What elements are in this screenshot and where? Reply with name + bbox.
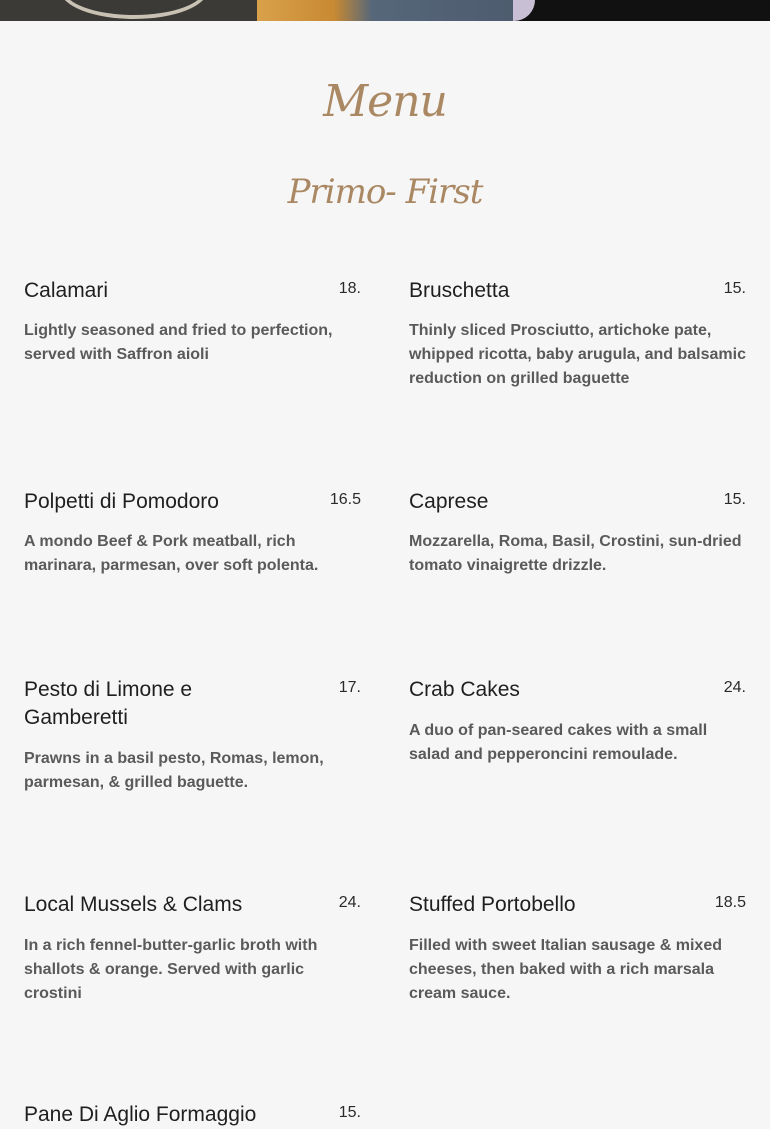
menu-item (409, 277, 746, 391)
item-price: 24. (723, 679, 746, 696)
menu-item (24, 488, 361, 578)
menu-item (24, 1101, 361, 1129)
item-name: Pane Di Aglio Formaggio (24, 1103, 257, 1126)
menu-title: Menu (323, 76, 447, 127)
hero-photo-board (257, 0, 513, 21)
item-name: Stuffed Portobello (409, 893, 576, 916)
menu-item (24, 277, 361, 367)
item-name: Caprese (409, 490, 489, 513)
item-name: Pesto di Limone e Gamberetti (24, 678, 193, 729)
item-name: Calamari (24, 279, 109, 302)
hero-photo-dish (513, 0, 770, 21)
menu-item (409, 676, 746, 767)
item-price: 18.5 (714, 894, 746, 911)
menu-item (24, 676, 361, 795)
item-price: 17. (338, 679, 361, 696)
item-name: Local Mussels & Clams (24, 893, 243, 916)
item-name: Polpetti di Pomodoro (24, 490, 219, 513)
item-description: Mozzarella, Roma, Basil, Crostini, sun-dried tomato vinaigrette drizzle. (409, 533, 742, 574)
hero-photo-plate (0, 0, 257, 21)
item-price: 15. (338, 1104, 361, 1121)
item-description: Filled with sweet Italian sausage & mixed cheeses, then baked with a rich marsala cream sauce. (409, 937, 722, 1002)
menu-item (409, 488, 746, 578)
item-price: 15. (723, 280, 746, 297)
item-price: 16.5 (329, 491, 361, 508)
item-price: 18. (338, 280, 361, 297)
item-description: In a rich fennel-butter-garlic broth with shallots & orange. Served with garlic crostini (24, 937, 318, 1002)
item-price: 15. (723, 491, 746, 508)
menu-item (409, 891, 746, 1006)
item-name: Crab Cakes (409, 678, 520, 701)
menu-item (24, 891, 361, 1006)
item-description: Lightly seasoned and fried to perfection, served with Saffron aioli (24, 322, 333, 363)
item-name: Bruschetta (409, 279, 510, 302)
item-price: 24. (338, 894, 361, 911)
item-description: A mondo Beef & Pork meatball, rich marinara, parmesan, over soft polenta. (24, 533, 319, 574)
hero-photo-strip (0, 0, 770, 21)
section-title: Primo- First (287, 172, 483, 212)
item-description: Prawns in a basil pesto, Romas, lemon, parmesan, & grilled baguette. (24, 750, 324, 791)
item-description: Thinly sliced Prosciutto, artichoke pate, whipped ricotta, baby arugula, and balsamic reduction on grilled baguette (409, 322, 746, 387)
item-description: A duo of pan-seared cakes with a small salad and pepperoncini remoulade. (409, 722, 708, 763)
